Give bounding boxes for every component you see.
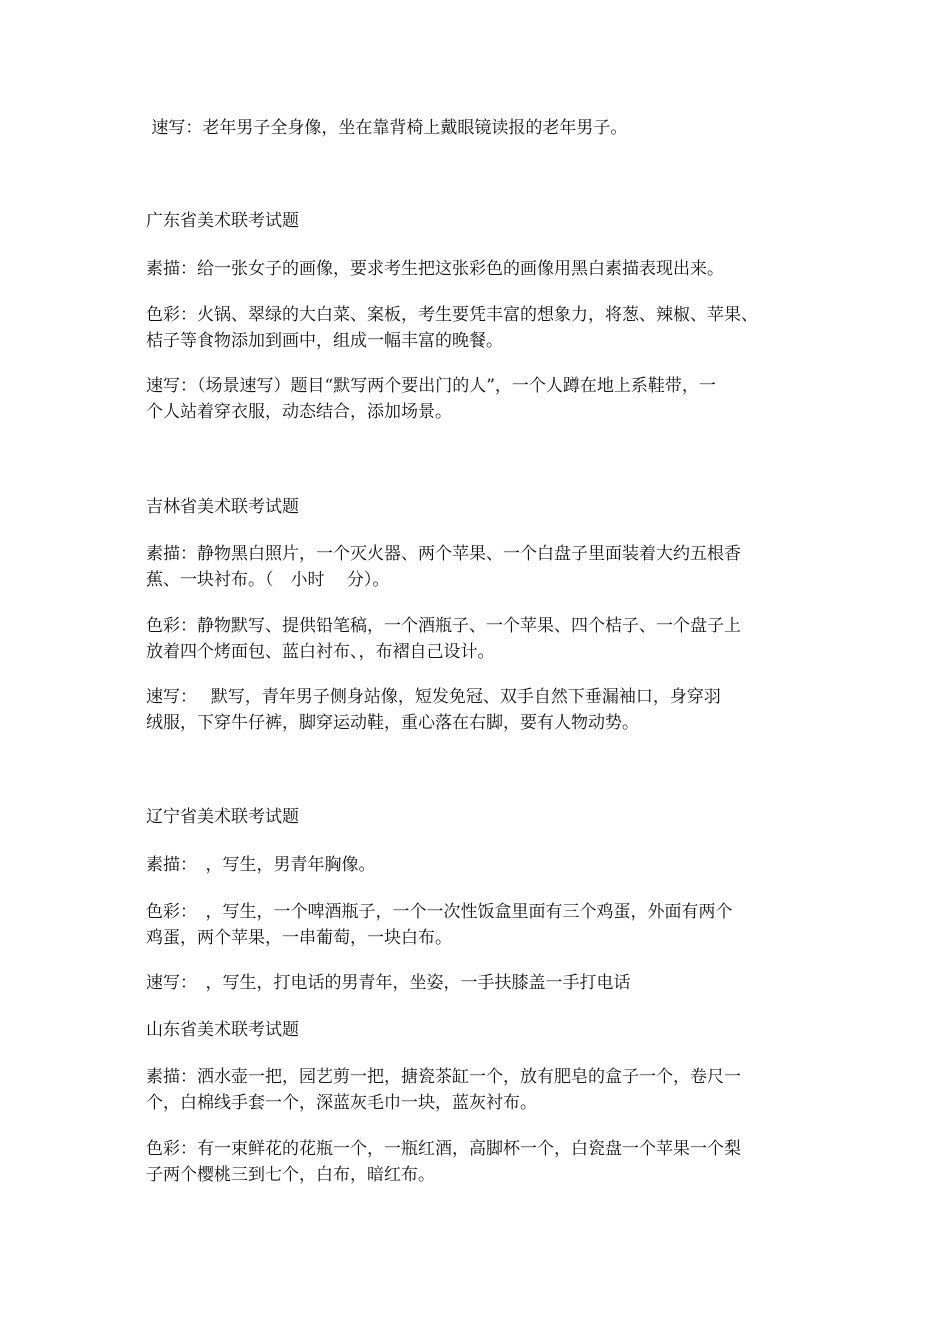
paragraph-jilin-sketch-line2: 蕉、一块衬布。（ 小时 分）。	[146, 570, 390, 590]
paragraph-guangdong-sketch: 素描：给一张女子的画像，要求考生把这张彩色的画像用黑白素描表现出来。	[146, 259, 724, 279]
paragraph-guangdong-speed-line2: 个人站着穿衣服，动态结合，添加场景。	[146, 402, 452, 422]
heading-shandong: 山东省美术联考试题	[146, 1020, 299, 1040]
paragraph-liaoning-color-line1: 色彩： ，写生，一个啤酒瓶子，一个一次性饭盒里面有三个鸡蛋，外面有两个	[146, 902, 733, 922]
paragraph-shandong-color-line2: 子两个樱桃三到七个，白布，暗红布。	[146, 1165, 435, 1185]
paragraph-liaoning-color-line2: 鸡蛋，两个苹果，一串葡萄，一块白布。	[146, 928, 452, 948]
paragraph-liaoning-speed: 速写： ，写生，打电话的男青年，坐姿，一手扶膝盖一手打电话	[146, 973, 631, 993]
paragraph-jilin-speed-line1: 速写： 默写，青年男子侧身站像，短发免冠、双手自然下垂漏袖口，身穿羽	[146, 687, 721, 707]
paragraph-jilin-color-line1: 色彩：静物默写、提供铅笔稿，一个酒瓶子、一个苹果、四个桔子、一个盘子上	[146, 616, 741, 636]
heading-guangdong: 广东省美术联考试题	[146, 211, 299, 231]
paragraph-guangdong-color-line2: 桔子等食物添加到画中，组成一幅丰富的晚餐。	[146, 331, 503, 351]
paragraph-guangdong-speed-line1: 速写：（场景速写）题目“默写两个要出门的人”，一个人蹲在地上系鞋带，一	[146, 376, 716, 396]
paragraph-jilin-color-line2: 放着四个烤面包、蓝白衬布、，布褶自己设计。	[146, 642, 495, 662]
paragraph-jilin-sketch-line1: 素描：静物黑白照片，一个灭火器、两个苹果、一个白盘子里面装着大约五根香	[146, 544, 741, 564]
paragraph-liaoning-sketch: 素描： ，写生，男青年胸像。	[146, 855, 376, 875]
paragraph-shandong-sketch-line2: 个，白棉线手套一个，深蓝灰毛巾一块，蓝灰衬布。	[146, 1093, 537, 1113]
heading-jilin: 吉林省美术联考试题	[146, 497, 299, 517]
paragraph-jilin-speed-line2: 绒服，下穿牛仔裤，脚穿运动鞋，重心落在右脚，要有人物动势。	[146, 713, 639, 733]
paragraph-shandong-sketch-line1: 素描：洒水壶一把，园艺剪一把，搪瓷茶缸一个，放有肥皂的盒子一个，卷尺一	[146, 1067, 741, 1087]
heading-liaoning: 辽宁省美术联考试题	[146, 807, 299, 827]
paragraph-elderly-man-sketch: 速写：老年男子全身像，坐在靠背椅上戴眼镜读报的老年男子。	[146, 118, 628, 138]
paragraph-shandong-color-line1: 色彩：有一束鲜花的花瓶一个，一瓶红酒，高脚杯一个，白瓷盘一个苹果一个梨	[146, 1139, 741, 1159]
paragraph-guangdong-color-line1: 色彩：火锅、翠绿的大白菜、案板，考生要凭丰富的想象力，将葱、辣椒、苹果、	[146, 305, 758, 325]
